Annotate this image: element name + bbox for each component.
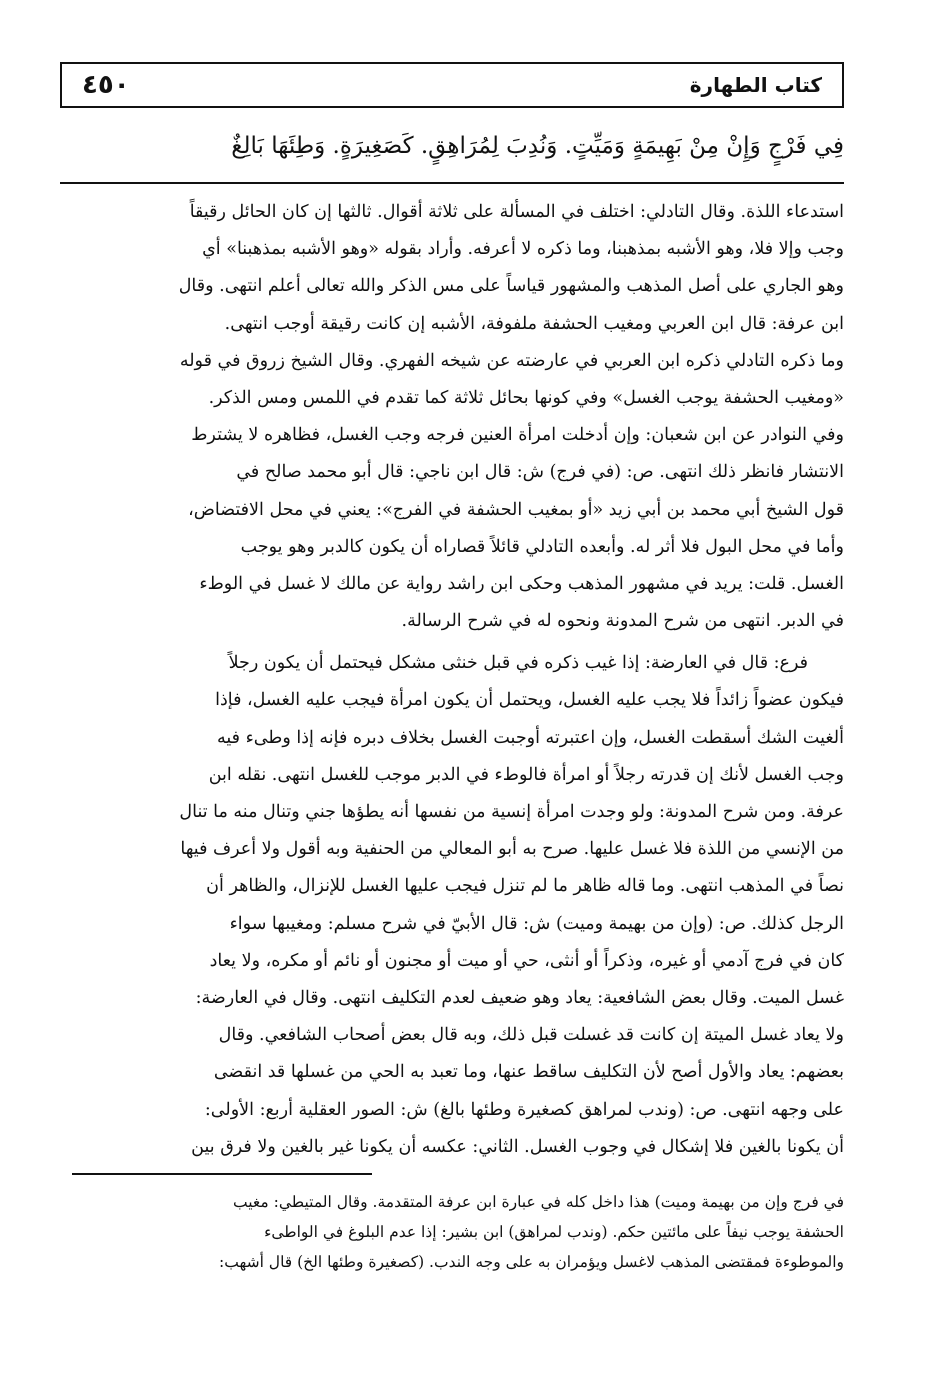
- commentary-line: نصاً في المذهب انتهى. وما قاله ظاهر ما لم تنزل فيجب عليها الغسل للإنزال، والظاهر أن: [206, 876, 844, 897]
- commentary-line: في الدبر. انتهى من شرح المدونة ونحوه له في شرح الرسالة.: [401, 611, 844, 632]
- page-number: ٤٥٠: [82, 70, 130, 100]
- footnote-line: والموطوءة فمقتضى المذهب لاغسل ويؤمران به على وجه الندب. (كصغيرة وطئها الخ) قال أشهب:: [219, 1253, 844, 1271]
- footnote-line: في فرج وإن من بهيمة وميت) هذا داخل كله في عبارة ابن عرفة المتقدمة. وقال المتيطي: مغيب: [233, 1193, 844, 1211]
- commentary-line: وجب الغسل لأنك إن قدرته رجلاً أو امرأة فالوطء في الدبر موجب للغسل انتهى. نقله ابن: [208, 764, 844, 785]
- footnote-line: الحشفة يوجب نيفاً على مائتين حكم. (وندب لمراهق) ابن بشير: إذا عدم البلوغ في الواطىء: [264, 1223, 844, 1241]
- footnote-divider: [72, 1173, 372, 1175]
- commentary-line: استدعاء اللذة. وقال التادلي: اختلف في المسألة على ثلاثة أقوال. ثالثها إن كان الحائل رقيقاً: [189, 202, 844, 222]
- commentary-line: ابن عرفة: قال ابن العربي ومغيب الحشفة ملفوفة، الأشبه إن كانت رقيقة أوجب انتهى.: [224, 313, 844, 334]
- commentary-line: غسل الميت. وقال بعض الشافعية: يعاد وهو ضعيف لعدم التكليف انتهى. وقال في العارضة:: [195, 987, 844, 1008]
- commentary-line: الرجل كذلك. ص: (وإن من بهيمة وميت) ش: قال الأبيّ في شرح مسلم: ومغيبها سواء: [229, 913, 844, 934]
- commentary-line: فرع: قال في العارضة: إذا غيب ذكره في قبل خنثى مشكل فيحتمل أن يكون رجلاً: [228, 653, 808, 674]
- commentary-line: وجب وإلا فلا، وهو الأشبه بمذهبنا، وما ذكره لا أعرفه. وأراد بقوله «وهو الأشبه بمذهبنا» أي: [202, 239, 844, 260]
- commentary-line: وأما في محل البول فلا أثر له. وأبعده التادلي قائلاً قصاراه أن يكون كالدبر وهو يوجب: [240, 536, 844, 557]
- commentary-line: وهو الجاري على أصل المذهب والمشهور قياساً على مس الذكر والله تعالى أعلم انتهى. وقال: [178, 276, 844, 297]
- commentary-body: [60, 194, 844, 1166]
- commentary-line: على وجهه انتهى. ص: (وندب لمراهق كصغيرة وطئها بالغ) ش: الصور العقلية أربع: الأولى:: [204, 1099, 844, 1120]
- commentary-line: أن يكونا بالغين فلا إشكال في وجوب الغسل. الثاني: عكسه أن يكونا غير بالغين ولا فرق بين: [191, 1136, 844, 1157]
- commentary-line: فيكون عضواً زائداً فلا يجب عليه الغسل، ويحتمل أن يكون امرأة فيجب عليه الغسل، فإذا: [215, 690, 844, 711]
- commentary-line: ولا يعاد غسل الميتة إن كانت قد غسلت قبل ذلك، وبه قال بعض أصحاب الشافعي. وقال: [218, 1025, 844, 1046]
- top-divider: [60, 182, 844, 184]
- commentary-line: «ومغيب الحشفة يوجب الغسل» وفي كونها بحائل ثلاثة كما تقدم في اللمس ومس الذكر.: [208, 387, 844, 408]
- commentary-line: بعضهم: يعاد والأول أصح لأن التكليف ساقط عنها، وما تعبد به الحي من غسلها قد انقضى: [213, 1062, 844, 1083]
- commentary-line: كان في فرج آدمي أو غيره، وذكراً أو أنثى، حي أو ميت أو مجنون أو نائم أو مكره، ولا يعاد: [209, 950, 844, 971]
- page-header: [60, 62, 844, 108]
- commentary-line: ألغيت الشك أسقطت الغسل، وإن اعتبرته أوجبت الغسل بخلاف دبره فإنه إذا وطىء فيه: [216, 727, 844, 748]
- commentary-line: من الإنسي من اللذة فلا غسل عليها. صرح به أبو المعالي من الحنفية وبه أقول ولا أعرف فيها: [180, 839, 844, 860]
- matn-text: فِي فَرْجٍ وَإِنْ مِنْ بَهِيمَةٍ وَمَيِّتٍ. وَنُدِبَ لِمُرَاهِقٍ. كَصَغِيرَةٍ. وَطِئَهَا بَالِغٌ: [231, 133, 844, 159]
- commentary-line: وما ذكره التادلي ذكره ابن العربي في عارضته عن شيخه الفهري. وقال الشيخ زروق في قوله: [179, 350, 844, 371]
- book-title: كتاب الطهارة: [689, 73, 822, 97]
- footnotes: [60, 1187, 844, 1277]
- commentary-line: الانتشار فانظر ذلك انتهى. ص: (في فرج) ش: قال ابن ناجي: قال أبو محمد صالح في: [236, 462, 844, 483]
- commentary-line: وفي النوادر عن ابن شعبان: وإن أدخلت امرأة العنين فرجه وجب الغسل، فظاهره لا يشترط: [191, 425, 844, 446]
- commentary-line: قول الشيخ أبي محمد بن أبي زيد «أو بمغيب الحشفة في الفرج»: يعني في محل الافتضاض،: [188, 499, 844, 520]
- commentary-line: الغسل. قلت: يريد في مشهور المذهب وحكى ابن راشد رواية عن مالك لا غسل في الوطء: [199, 573, 844, 594]
- commentary-line: عرفة. ومن شرح المدونة: ولو وجدت امرأة إنسية من نفسها أنه يطؤها جني وتنال منه ما تنال: [179, 802, 844, 822]
